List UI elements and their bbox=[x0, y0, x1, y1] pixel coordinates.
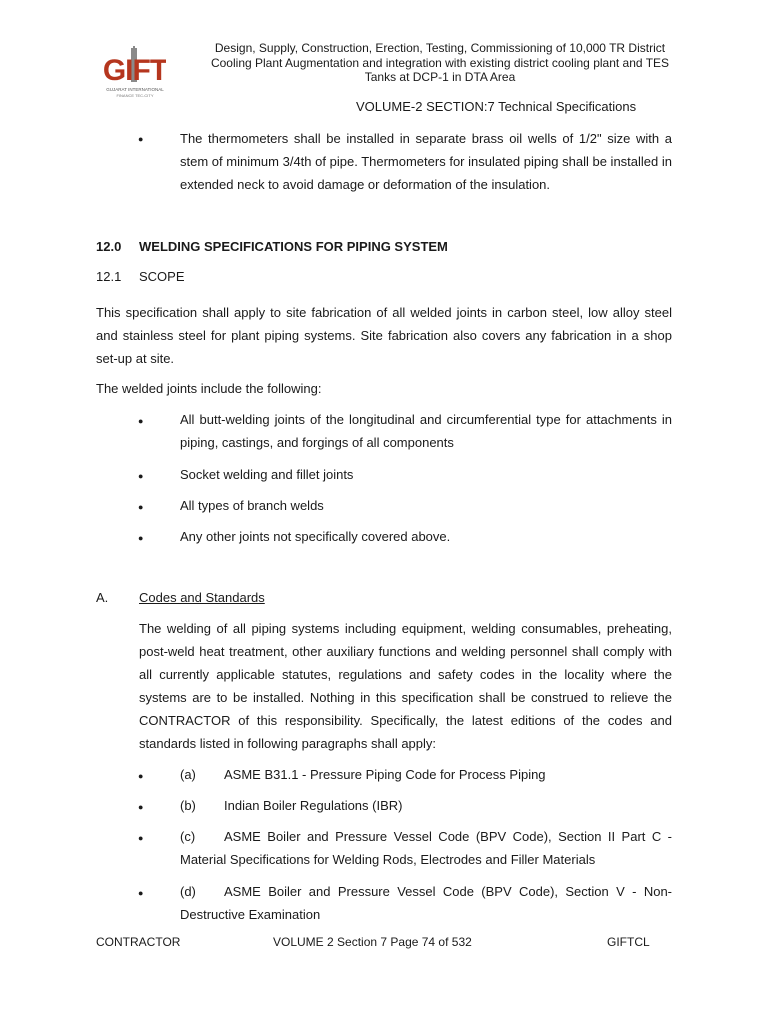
title-line: Cooling Plant Augmentation and integration with existing district cooling plant and TES bbox=[210, 55, 670, 70]
joints-intro: The welded joints include the following: bbox=[96, 381, 322, 396]
section-title: Codes and Standards bbox=[139, 590, 265, 605]
bullet-icon: ● bbox=[138, 802, 144, 812]
list-item: All butt-welding joints of the longitudinal and circumferential type for attachments in piping, castings, and forgings of all components bbox=[180, 412, 672, 450]
section-title: WELDING SPECIFICATIONS FOR PIPING SYSTEM bbox=[139, 239, 448, 254]
logo-tagline-1: GUJARAT INTERNATIONAL bbox=[106, 87, 164, 92]
section-letter: A. bbox=[96, 590, 109, 605]
bullet-icon: ● bbox=[138, 533, 144, 543]
code-text: Indian Boiler Regulations (IBR) bbox=[224, 798, 403, 813]
bullet-icon: ● bbox=[138, 134, 144, 144]
subsection-title: SCOPE bbox=[139, 269, 185, 284]
code-label: (b) bbox=[180, 798, 196, 813]
bullet-icon: ● bbox=[138, 888, 144, 898]
gift-logo bbox=[104, 46, 166, 102]
list-item: Any other joints not specifically covered above. bbox=[180, 529, 451, 544]
scope-paragraph: This specification shall apply to site fabrication of all welded joints in carbon steel, low alloy steel and stainless steel for plant piping systems. Site fabrication also covers any fabrication in a shop set-up at site. bbox=[96, 305, 672, 366]
logo-text: GIFT bbox=[104, 54, 166, 87]
section-number: 12.0 bbox=[96, 239, 122, 254]
bullet-icon: ● bbox=[138, 833, 144, 843]
code-text: ASME Boiler and Pressure Vessel Code (BPV Code), Section II Part C - bbox=[224, 829, 672, 844]
list-item: Socket welding and fillet joints bbox=[180, 467, 354, 482]
code-text-continued: Destructive Examination bbox=[180, 907, 321, 922]
title-line: Design, Supply, Construction, Erection, Testing, Commissioning of 10,000 TR District bbox=[214, 41, 666, 55]
code-text-continued: Material Specifications for Welding Rods, Electrodes and Filler Materials bbox=[180, 852, 596, 867]
gift-logo-icon bbox=[104, 46, 166, 102]
code-text: ASME B31.1 - Pressure Piping Code for Process Piping bbox=[224, 767, 546, 782]
bullet-icon: ● bbox=[138, 502, 144, 512]
footer-left: CONTRACTOR bbox=[96, 935, 181, 949]
codes-paragraph: The welding of all piping systems including equipment, welding consumables, preheating, post-weld heat treatment, other auxiliary functions and welding personnel shall comply with all currently applicable statutes, regulations and safety codes in the locality where the systems are to be installed. Nothing in this specification shall be construed to relieve the CONTRACTOR of this responsibility. Specifically, the latest editions of the codes and standards listed in following paragraphs shall apply: bbox=[139, 621, 672, 751]
title-line: Tanks at DCP-1 in DTA Area bbox=[364, 70, 516, 84]
code-text: ASME Boiler and Pressure Vessel Code (BPV Code), Section V - Non- bbox=[224, 884, 672, 899]
footer-page-number: VOLUME 2 Section 7 Page 74 of 532 bbox=[273, 935, 472, 949]
list-item: All types of branch welds bbox=[180, 498, 324, 513]
code-label: (a) bbox=[180, 767, 196, 782]
bullet-icon: ● bbox=[138, 416, 144, 426]
code-label: (c) bbox=[180, 829, 196, 844]
bullet-icon: ● bbox=[138, 471, 144, 481]
logo-tagline-2: FINANCE TEC-CITY bbox=[116, 93, 154, 98]
document-title bbox=[170, 41, 710, 85]
bullet-icon: ● bbox=[138, 771, 144, 781]
footer-right: GIFTCL bbox=[607, 935, 650, 949]
subsection-number: 12.1 bbox=[96, 269, 122, 284]
section-heading: VOLUME-2 SECTION:7 Technical Specifications bbox=[356, 99, 637, 114]
list-item: The thermometers shall be installed in separate brass oil wells of 1/2" size with a stem of minimum 3/4th of pipe. Thermometers for insulated piping shall be installed in extended neck to avoid damage or deformation of the insulation. bbox=[180, 131, 672, 192]
code-label: (d) bbox=[180, 884, 196, 899]
